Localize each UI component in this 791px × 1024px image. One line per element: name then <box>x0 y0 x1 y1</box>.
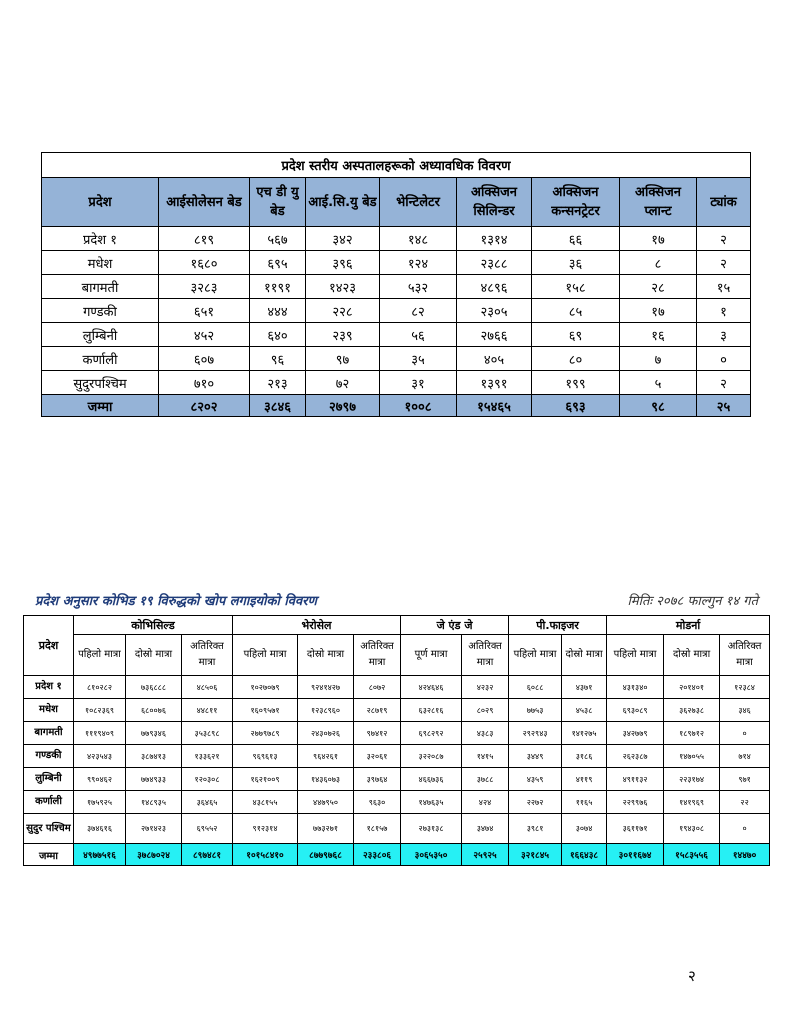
province-cell: बागमती <box>24 722 74 745</box>
value-cell: १२०३०८ <box>182 768 233 791</box>
value-cell: ५३२ <box>380 275 457 299</box>
province-cell: प्रदेश १ <box>24 676 74 699</box>
value-cell: ४४८११ <box>182 699 233 722</box>
value-cell: ४३७१ <box>562 676 607 699</box>
value-cell: ३९८१ <box>509 814 562 844</box>
dose-header: दोस्रो मात्रा <box>298 635 354 676</box>
value-cell: ३२८३ <box>159 275 250 299</box>
column-header: ट्यांक <box>697 178 751 227</box>
value-cell: १०२७०७९ <box>233 676 298 699</box>
value-cell: ५ <box>620 371 697 395</box>
value-cell: ४०५ <box>457 347 532 371</box>
total-value: ३८४६ <box>250 395 306 417</box>
value-cell: १४१९६९ <box>664 791 720 814</box>
value-cell: १११९४०९ <box>74 722 126 745</box>
vaccine-group-name: कोभिसिल्ड <box>74 616 233 635</box>
table-row <box>42 347 751 371</box>
column-header: अक्सिजन कन्सनट्रेटर <box>532 178 620 227</box>
value-cell: १७ <box>620 227 697 251</box>
value-cell: ३८७४१३ <box>126 745 182 768</box>
value-cell: १४२३ <box>306 275 380 299</box>
hospital-table <box>41 152 751 417</box>
vaccine-dose-header <box>24 635 770 676</box>
report-date: मितिः २०७८ फाल्गुन १४ गते <box>627 594 758 609</box>
total-value: ६९३ <box>532 395 620 417</box>
value-cell: ८१०२८२ <box>74 676 126 699</box>
total-value: ३२१८४५ <box>509 844 562 866</box>
column-header: अक्सिजन प्लान्ट <box>620 178 697 227</box>
province-cell: सुदुर पश्चिम <box>24 814 74 844</box>
value-cell: ९९०४६२ <box>74 768 126 791</box>
value-cell: ५६७ <box>250 227 306 251</box>
total-value: २५९२५ <box>462 844 509 866</box>
value-cell: ११६५ <box>562 791 607 814</box>
value-cell: १ <box>697 299 751 323</box>
dose-header: दोस्रो मात्रा <box>126 635 182 676</box>
value-cell: १८१५७ <box>354 814 401 844</box>
value-cell: ६८००७६ <box>126 699 182 722</box>
value-cell: २७७९७८९ <box>233 722 298 745</box>
vaccine-group-name: मोडर्ना <box>607 616 770 635</box>
value-cell: ४३८३ <box>462 722 509 745</box>
value-cell: ३१८६ <box>562 745 607 768</box>
value-cell: १३३६२१ <box>182 745 233 768</box>
total-value: २३३८०६ <box>354 844 401 866</box>
value-cell: १४८ <box>380 227 457 251</box>
value-cell: ९६४२६१ <box>298 745 354 768</box>
column-header: आईसोलेसन बेड <box>159 178 250 227</box>
value-cell: ० <box>720 722 770 745</box>
value-cell: ४५३८ <box>562 699 607 722</box>
value-cell: ३ <box>697 323 751 347</box>
vaccine-table-total-row <box>24 844 770 866</box>
province-cell: लुम्बिनी <box>24 768 74 791</box>
vaccine-table <box>23 615 770 866</box>
value-cell: ७२ <box>306 371 380 395</box>
value-cell: ७७३२७१ <box>298 814 354 844</box>
value-cell: ३४७४ <box>462 814 509 844</box>
value-cell: १३९१ <box>457 371 532 395</box>
value-cell: ६४० <box>250 323 306 347</box>
total-value: २५ <box>697 395 751 417</box>
value-cell: ८ <box>620 251 697 275</box>
province-cell: कर्णाली <box>24 791 74 814</box>
dose-header: दोस्रो मात्रा <box>562 635 607 676</box>
table-row <box>42 323 751 347</box>
value-cell: ३४६ <box>720 699 770 722</box>
vaccine-table-body <box>24 676 770 844</box>
value-cell: २७६६ <box>457 323 532 347</box>
value-cell: ६९ <box>532 323 620 347</box>
province-cell: मधेश <box>42 251 159 275</box>
value-cell: ३२०६१ <box>354 745 401 768</box>
dose-header: पूर्ण मात्रा <box>401 635 462 676</box>
value-cell: ४२३२ <box>462 676 509 699</box>
vaccine-group-name: पी.फाइजर <box>509 616 607 635</box>
total-value: १५८३५५६ <box>664 844 720 866</box>
hospital-table-header <box>42 178 751 227</box>
value-cell: ४५२ <box>159 323 250 347</box>
value-cell: ६०७ <box>159 347 250 371</box>
value-cell: ४११९ <box>562 768 607 791</box>
value-cell: १०८२३६९ <box>74 699 126 722</box>
value-cell: १५ <box>697 275 751 299</box>
value-cell: ३०७४ <box>562 814 607 844</box>
total-value: ८२०२ <box>159 395 250 417</box>
vaccine-group-name: भेरोसेल <box>233 616 401 635</box>
value-cell: १४१५ <box>462 745 509 768</box>
column-header: भेन्टिलेटर <box>380 178 457 227</box>
value-cell: ४४७९५० <box>298 791 354 814</box>
value-cell: २२७२ <box>509 791 562 814</box>
value-cell: ७७९३४६ <box>126 722 182 745</box>
value-cell: ६०८८ <box>509 676 562 699</box>
value-cell: ० <box>720 814 770 844</box>
value-cell: १४७६३५ <box>401 791 462 814</box>
total-value: १६६४३८ <box>562 844 607 866</box>
value-cell: ५६ <box>380 323 457 347</box>
dose-header: पहिलो मात्रा <box>607 635 664 676</box>
vaccine-group-header <box>24 616 770 635</box>
value-cell: २०१४०१ <box>664 676 720 699</box>
value-cell: ३९७६४ <box>354 768 401 791</box>
table-row <box>42 251 751 275</box>
province-cell: गण्डकी <box>42 299 159 323</box>
total-value: १५४६५ <box>457 395 532 417</box>
value-cell: ९१२३१४ <box>233 814 298 844</box>
value-cell: २८ <box>620 275 697 299</box>
dose-header: अतिरिक्त मात्रा <box>720 635 770 676</box>
province-cell: कर्णाली <box>42 347 159 371</box>
value-cell: ३१ <box>380 371 457 395</box>
dose-header: अतिरिक्त मात्रा <box>462 635 509 676</box>
value-cell: २२९९७६ <box>607 791 664 814</box>
value-cell: ९२४१४२७ <box>298 676 354 699</box>
value-cell: ९६ <box>250 347 306 371</box>
value-cell: ९६९६१३ <box>233 745 298 768</box>
value-cell: ३६ <box>532 251 620 275</box>
value-cell: ७३६८८८ <box>126 676 182 699</box>
value-cell: १९४३०८ <box>664 814 720 844</box>
value-cell: २३९ <box>306 323 380 347</box>
value-cell: २२८ <box>306 299 380 323</box>
table-row <box>24 745 770 768</box>
value-cell: ३४२७७९ <box>607 722 664 745</box>
total-value: २७९७ <box>306 395 380 417</box>
value-cell: २२ <box>720 791 770 814</box>
value-cell: ३६४६५ <box>182 791 233 814</box>
value-cell: ७१० <box>159 371 250 395</box>
value-cell: १४७०५५ <box>664 745 720 768</box>
value-cell: ४८५०६ <box>182 676 233 699</box>
table-row <box>42 299 751 323</box>
value-cell: १७५९२५ <box>74 791 126 814</box>
value-cell: २७३१३८ <box>401 814 462 844</box>
value-cell: १४८९३५ <box>126 791 182 814</box>
value-cell: ४६६७३६ <box>401 768 462 791</box>
value-cell: ३९६ <box>306 251 380 275</box>
value-cell: ४३१३४० <box>607 676 664 699</box>
value-cell: ९७१ <box>720 768 770 791</box>
value-cell: १४३६०७३ <box>298 768 354 791</box>
hospital-table-total-row <box>42 395 751 417</box>
value-cell: ३७४६१६ <box>74 814 126 844</box>
value-cell: ३४४९ <box>509 745 562 768</box>
value-cell: २२३१७४ <box>664 768 720 791</box>
value-cell: १६०९५७१ <box>233 699 298 722</box>
value-cell: १२४ <box>380 251 457 275</box>
value-cell: ४२४ <box>462 791 509 814</box>
province-cell: प्रदेश १ <box>42 227 159 251</box>
value-cell: १८९७१२ <box>664 722 720 745</box>
value-cell: ४९११३२ <box>607 768 664 791</box>
value-cell: १७ <box>620 299 697 323</box>
column-header: एच डी यु बेड <box>250 178 306 227</box>
value-cell: ८०७२ <box>354 676 401 699</box>
value-cell: ४८९६ <box>457 275 532 299</box>
value-cell: ९७४१२ <box>354 722 401 745</box>
province-cell: मधेश <box>24 699 74 722</box>
value-cell: ३५३८९८ <box>182 722 233 745</box>
value-cell: ६६ <box>532 227 620 251</box>
value-cell: २ <box>697 251 751 275</box>
value-cell: ३६११७१ <box>607 814 664 844</box>
value-cell: ९६३० <box>354 791 401 814</box>
dose-header: अतिरिक्त मात्रा <box>354 635 401 676</box>
value-cell: ८५ <box>532 299 620 323</box>
dose-header: पहिलो मात्रा <box>509 635 562 676</box>
value-cell: ३५ <box>380 347 457 371</box>
table-row <box>24 722 770 745</box>
table-row <box>42 227 751 251</box>
value-cell: ११९१ <box>250 275 306 299</box>
value-cell: ४३५९ <box>509 768 562 791</box>
value-cell: ६५१ <box>159 299 250 323</box>
table-row <box>24 768 770 791</box>
table-row <box>42 371 751 395</box>
vaccine-table-heading: प्रदेश अनुसार कोभिड १९ विरुद्धको खोप लगाइयोको विवरण <box>35 594 317 609</box>
value-cell: ६९८२९२ <box>401 722 462 745</box>
table-row <box>24 814 770 844</box>
dose-header: दोस्रो मात्रा <box>664 635 720 676</box>
table-row <box>42 275 751 299</box>
dose-header: अतिरिक्त मात्रा <box>182 635 233 676</box>
table-row <box>24 791 770 814</box>
value-cell: २४३०७२६ <box>298 722 354 745</box>
value-cell: ४२३५४३ <box>74 745 126 768</box>
total-value: ३०६५३५० <box>401 844 462 866</box>
value-cell: ६९३०८९ <box>607 699 664 722</box>
value-cell: १६२१००९ <box>233 768 298 791</box>
dose-header: पहिलो मात्रा <box>233 635 298 676</box>
vaccine-group-name: जे एंड जे <box>401 616 509 635</box>
value-cell: २१३ <box>250 371 306 395</box>
value-cell: ७७५३ <box>509 699 562 722</box>
value-cell: १४१२७५ <box>562 722 607 745</box>
total-value: १४४७० <box>720 844 770 866</box>
value-cell: ४४४ <box>250 299 306 323</box>
hospital-table-body <box>42 227 751 395</box>
province-cell: बागमती <box>42 275 159 299</box>
total-value: ३०११६७४ <box>607 844 664 866</box>
value-cell: ४२४६४६ <box>401 676 462 699</box>
dose-header: पहिलो मात्रा <box>74 635 126 676</box>
value-cell: २६२३८७ <box>607 745 664 768</box>
province-cell: गण्डकी <box>24 745 74 768</box>
value-cell: ७७४९३३ <box>126 768 182 791</box>
value-cell: ८२ <box>380 299 457 323</box>
value-cell: १२३८९६० <box>298 699 354 722</box>
value-cell: २३०५ <box>457 299 532 323</box>
value-cell: २८७१९ <box>354 699 401 722</box>
value-cell: २३८८ <box>457 251 532 275</box>
value-cell: ३७८८ <box>462 768 509 791</box>
value-cell: १५८ <box>532 275 620 299</box>
hospital-table-title: प्रदेश स्तरीय अस्पतालहरूको अध्यावधिक विवरण <box>42 153 751 178</box>
value-cell: २ <box>697 227 751 251</box>
value-cell: ९७ <box>306 347 380 371</box>
province-cell: सुदुरपश्चिम <box>42 371 159 395</box>
value-cell: १२३८४ <box>720 676 770 699</box>
value-cell: ४३८१५५ <box>233 791 298 814</box>
total-value: ८९७४८१ <box>182 844 233 866</box>
table-row <box>24 699 770 722</box>
total-value: १०१५८४१० <box>233 844 298 866</box>
province-cell: लुम्बिनी <box>42 323 159 347</box>
total-value: ९८ <box>620 395 697 417</box>
total-value: ४९७७५१६ <box>74 844 126 866</box>
value-cell: १६८० <box>159 251 250 275</box>
value-cell: ८०२९ <box>462 699 509 722</box>
value-cell: २९२९४३ <box>509 722 562 745</box>
total-value: १००८ <box>380 395 457 417</box>
province-header: प्रदेश <box>24 616 74 676</box>
value-cell: ३६२७३८ <box>664 699 720 722</box>
value-cell: ६९५५२ <box>182 814 233 844</box>
value-cell: ८१९ <box>159 227 250 251</box>
value-cell: ६९५ <box>250 251 306 275</box>
value-cell: २ <box>697 371 751 395</box>
value-cell: ० <box>697 347 751 371</box>
value-cell: ३४२ <box>306 227 380 251</box>
total-value: ८७७९७६८ <box>298 844 354 866</box>
page-number: २ <box>688 967 696 985</box>
value-cell: ७ <box>620 347 697 371</box>
value-cell: ६३२८१६ <box>401 699 462 722</box>
total-value: ३७८७०२४ <box>126 844 182 866</box>
total-label: जम्मा <box>24 844 74 866</box>
value-cell: ७१४ <box>720 745 770 768</box>
column-header: अक्सिजन सिलिन्डर <box>457 178 532 227</box>
total-label: जम्मा <box>42 395 159 417</box>
value-cell: १६ <box>620 323 697 347</box>
column-header: आई.सि.यु बेड <box>306 178 380 227</box>
value-cell: १३१४ <box>457 227 532 251</box>
value-cell: १९९ <box>532 371 620 395</box>
value-cell: २७१४२३ <box>126 814 182 844</box>
column-header: प्रदेश <box>42 178 159 227</box>
value-cell: ३२२०८७ <box>401 745 462 768</box>
value-cell: ८० <box>532 347 620 371</box>
table-row <box>24 676 770 699</box>
